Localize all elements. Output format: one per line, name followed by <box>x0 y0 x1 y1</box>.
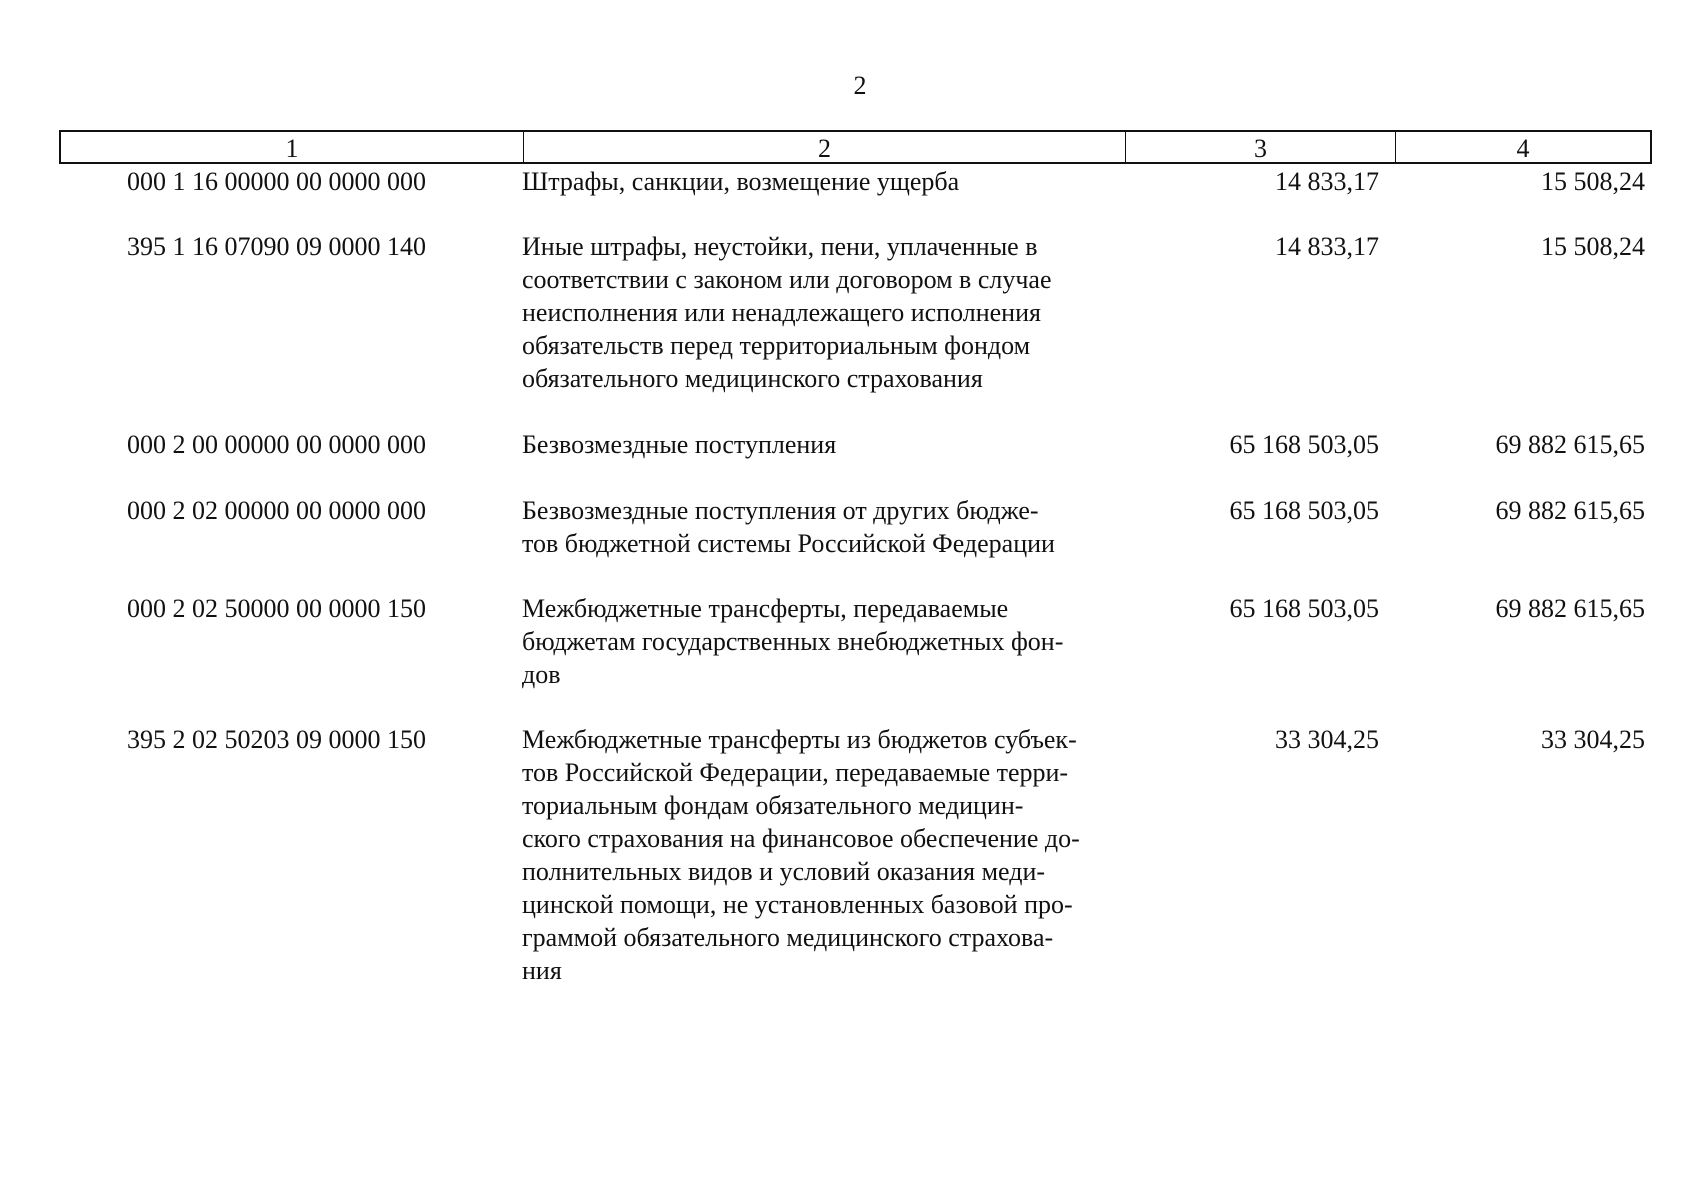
name-line: тов бюджетной системы Российской Федерации <box>522 529 1055 558</box>
budget-code: 000 2 02 00000 00 0000 000 <box>127 496 426 525</box>
revenue-name <box>522 723 1122 987</box>
header-col-3: 3 <box>1126 132 1396 162</box>
table-header <box>59 130 1652 164</box>
name-line: Межбюджетные трансферты, передаваемые <box>522 594 1009 623</box>
name-line: тов Российской Федерации, передаваемые терри- <box>522 758 1069 787</box>
name-line: соответствии с законом или договором в случае <box>522 265 1052 294</box>
budget-code: 000 2 00 00000 00 0000 000 <box>127 430 426 459</box>
name-line: обязательств перед территориальным фондом <box>522 331 1031 360</box>
value-col-4: 15 508,24 <box>1541 232 1645 261</box>
header-col-1: 1 <box>61 132 524 162</box>
name-line: ториальным фондам обязательного медицин- <box>522 791 1024 820</box>
name-line: дов <box>522 660 561 689</box>
revenue-name <box>522 494 1122 560</box>
value-col-3: 65 168 503,05 <box>1229 594 1379 623</box>
budget-code: 395 1 16 07090 09 0000 140 <box>127 232 426 261</box>
name-line: ского страхования на финансовое обеспечение до- <box>522 824 1080 853</box>
budget-code: 000 1 16 00000 00 0000 000 <box>127 167 426 196</box>
name-line: Межбюджетные трансферты из бюджетов субъек- <box>522 725 1077 754</box>
value-col-3: 65 168 503,05 <box>1229 430 1379 459</box>
name-line: цинской помощи, не установленных базовой про- <box>522 890 1073 919</box>
name-line: Безвозмездные поступления от других бюдже- <box>522 496 1039 525</box>
name-line: граммой обязательного медицинского страхова- <box>522 923 1054 952</box>
name-line: бюджетам государственных внебюджетных фон- <box>522 627 1064 656</box>
name-line: Иные штрафы, неустойки, пени, уплаченные в <box>522 232 1038 261</box>
value-col-4: 69 882 615,65 <box>1495 594 1645 623</box>
name-line: неисполнения или ненадлежащего исполнения <box>522 298 1041 327</box>
value-col-3: 14 833,17 <box>1275 232 1379 261</box>
revenue-name <box>522 428 1122 461</box>
name-line: обязательного медицинского страхования <box>522 364 983 393</box>
revenue-name <box>522 230 1122 395</box>
value-col-4: 69 882 615,65 <box>1495 430 1645 459</box>
header-col-2: 2 <box>524 132 1126 162</box>
revenue-name <box>522 165 1122 198</box>
name-line: Безвозмездные поступления <box>522 430 837 459</box>
value-col-4: 33 304,25 <box>1541 725 1645 754</box>
name-line: ния <box>522 956 562 985</box>
budget-code: 000 2 02 50000 00 0000 150 <box>127 594 426 623</box>
name-line: полнительных видов и условий оказания меди- <box>522 857 1046 886</box>
value-col-4: 15 508,24 <box>1541 167 1645 196</box>
name-line: Штрафы, санкции, возмещение ущерба <box>522 167 960 196</box>
page-number: 2 <box>853 71 867 100</box>
revenue-name <box>522 592 1122 691</box>
value-col-4: 69 882 615,65 <box>1495 496 1645 525</box>
budget-code: 395 2 02 50203 09 0000 150 <box>127 725 426 754</box>
value-col-3: 14 833,17 <box>1275 167 1379 196</box>
header-col-4: 4 <box>1516 134 1530 163</box>
value-col-3: 65 168 503,05 <box>1229 496 1379 525</box>
value-col-3: 33 304,25 <box>1275 725 1379 754</box>
